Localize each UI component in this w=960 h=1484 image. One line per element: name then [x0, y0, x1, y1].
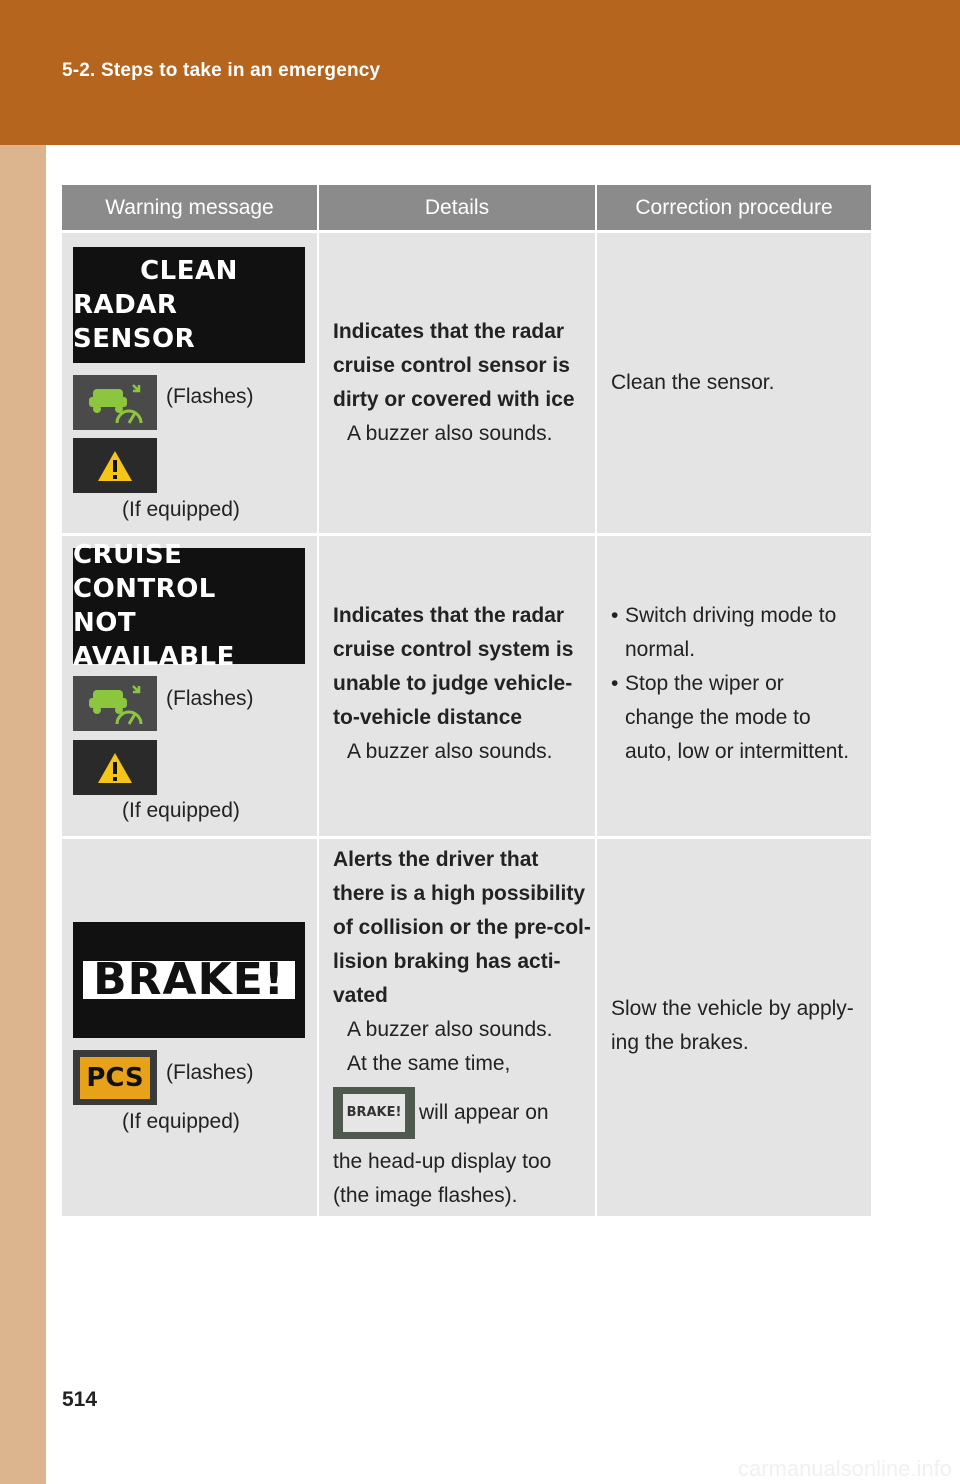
details-note: A buzzer also sounds. — [347, 422, 553, 445]
details-line: to-vehicle distance — [333, 706, 523, 729]
brake-display — [73, 922, 305, 1038]
table-row — [62, 230, 871, 533]
details-line: lision braking has acti- — [333, 950, 561, 973]
column-header-details: Details — [317, 185, 595, 230]
if-equipped-label: (If equipped) — [122, 799, 240, 822]
correction-text: Clean the sensor. — [611, 371, 775, 394]
details-note: At the same time, — [347, 1052, 511, 1075]
bullet-line: auto, low or intermittent. — [625, 740, 850, 763]
details-line: there is a high possibility — [333, 882, 586, 905]
details-note: A buzzer also sounds. — [347, 740, 553, 763]
bullet-item: • Stop the wiper or change the mode to auto, low or intermittent. — [611, 667, 849, 769]
details-line: unable to judge vehicle- — [333, 672, 573, 695]
details-line: vated — [333, 984, 388, 1007]
details-text — [333, 315, 575, 451]
radar-cruise-warning-icon — [73, 375, 157, 430]
details-line: Indicates that the radar — [333, 320, 565, 343]
correction-cell — [595, 536, 871, 836]
correction-cell — [595, 839, 871, 1216]
display-line: CRUISE CONTROL — [73, 540, 216, 604]
flashes-label: (Flashes) — [166, 385, 254, 408]
hud-line — [333, 1087, 591, 1139]
section-title: 5-2. Steps to take in an emergency — [62, 60, 381, 81]
bullet-line: Switch driving mode to — [625, 604, 837, 627]
bullet-item: • Switch driving mode to normal. — [611, 599, 849, 667]
warning-cell — [62, 839, 317, 1216]
radar-cruise-warning-icon — [73, 676, 157, 731]
warning-table — [62, 185, 871, 1216]
details-text — [333, 843, 591, 1213]
page-number: 514 — [62, 1388, 98, 1411]
display-line: NOT AVAILABLE — [73, 608, 235, 672]
watermark: carmanualsonline.info — [737, 1456, 952, 1481]
details-cell — [317, 536, 595, 836]
details-line: Indicates that the radar — [333, 604, 565, 627]
correction-list — [611, 599, 849, 769]
flashes-label: (Flashes) — [166, 687, 254, 710]
details-text — [333, 599, 573, 769]
details-line: cruise control sensor is — [333, 354, 570, 377]
correction-text — [611, 992, 854, 1060]
hud-brake-image — [333, 1087, 415, 1139]
details-line: dirty or covered with ice — [333, 388, 575, 411]
display-line: CLEAN — [140, 256, 238, 286]
warning-cell — [62, 536, 317, 836]
master-warning-icon — [73, 438, 157, 493]
flashes-label: (Flashes) — [166, 1061, 254, 1084]
details-line: cruise control system is — [333, 638, 574, 661]
brake-text: BRAKE! — [83, 961, 295, 999]
details-line: Alerts the driver that — [333, 848, 539, 871]
if-equipped-label: (If equipped) — [122, 498, 240, 521]
warning-cell — [62, 233, 317, 533]
clean-radar-sensor-display — [73, 247, 305, 363]
bullet-line: normal. — [625, 638, 696, 661]
details-note: the head-up display too — [333, 1150, 552, 1173]
column-header-correction: Correction procedure — [595, 185, 871, 230]
if-equipped-label: (If equipped) — [122, 1110, 240, 1133]
hud-brake-label: BRAKE! — [343, 1094, 406, 1132]
correction-line: Slow the vehicle by apply- — [611, 997, 854, 1020]
pcs-warning-icon — [73, 1050, 157, 1105]
details-line: of collision or the pre-col- — [333, 916, 591, 939]
table-row — [62, 836, 871, 1216]
column-header-warning: Warning message — [105, 195, 274, 219]
master-warning-icon — [73, 740, 157, 795]
pcs-label: PCS — [80, 1057, 149, 1099]
table-row — [62, 533, 871, 836]
display-line: RADAR SENSOR — [73, 290, 196, 354]
details-cell — [317, 233, 595, 533]
details-note: will appear on — [419, 1101, 549, 1124]
table-header — [62, 185, 871, 230]
correction-cell — [595, 233, 871, 533]
cruise-control-not-available-display — [73, 540, 305, 672]
bullet-line: change the mode to — [625, 706, 811, 729]
side-strip — [0, 145, 46, 1484]
details-cell — [317, 839, 595, 1216]
details-note: (the image flashes). — [333, 1184, 518, 1207]
correction-line: ing the brakes. — [611, 1031, 749, 1054]
details-note: A buzzer also sounds. — [347, 1018, 553, 1041]
page-header — [0, 0, 960, 145]
bullet-line: Stop the wiper or — [625, 672, 784, 695]
